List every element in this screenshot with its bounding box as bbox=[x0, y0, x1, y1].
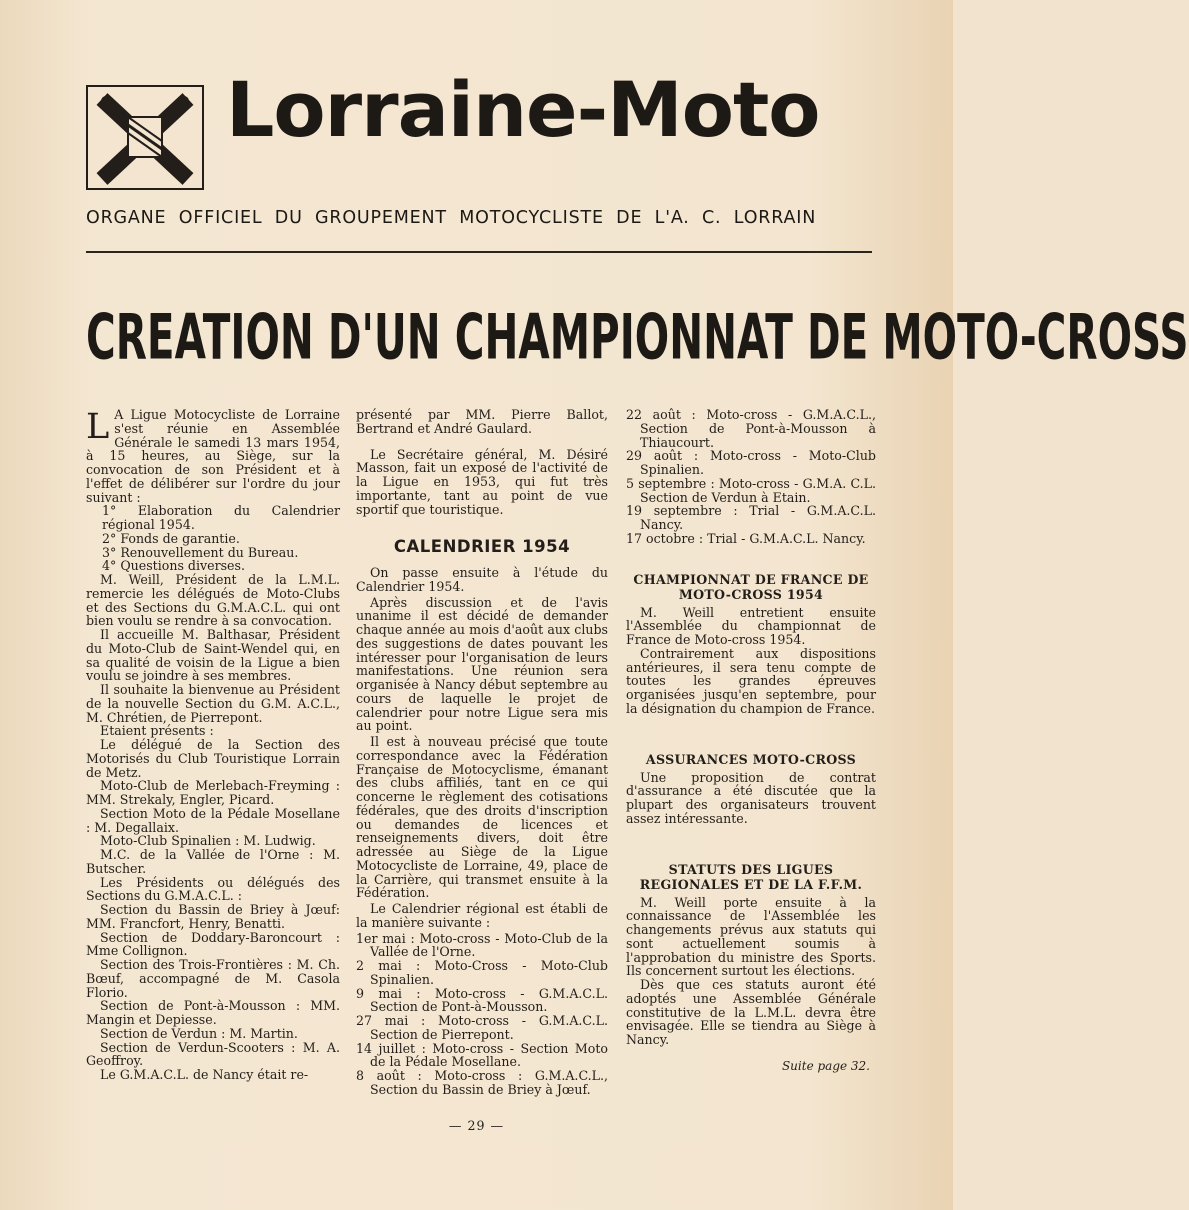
club-logo bbox=[86, 85, 204, 190]
paragraph: Section de Verdun : M. Martin. bbox=[100, 1025, 298, 1041]
paragraph: M.C. de la Vallée de l'Orne : M. Butscher. bbox=[86, 847, 340, 876]
assurances-heading: ASSURANCES MOTO-CROSS bbox=[645, 751, 857, 767]
calendar-event: 8 août : Moto-cross : G.M.A.C.L., Section du Bassin de Briey à Jœuf. bbox=[356, 1068, 608, 1097]
masthead-rule bbox=[86, 251, 872, 253]
article-column-3 bbox=[626, 408, 876, 1074]
calendar-event: 2 mai : Moto-Cross - Moto-Club Spinalien. bbox=[356, 958, 608, 987]
paragraph: Après discussion et de l'avis unanime il est décidé de demander chaque année au mois d'août aux clubs des suggestions de dates pouvant les intéresser pour l'organisation de leurs manifestations. Une réunion sera organisée à Nancy début septembre au cours de laquelle le projet de calendrier pour notre Ligue sera mis au point. bbox=[356, 594, 608, 734]
masthead-subtitle: ORGANE OFFICIEL DU GROUPEMENT MOTOCYCLISTE DE L'A. C. LORRAIN bbox=[86, 208, 817, 228]
paragraph: Section Moto de la Pédale Mosellane : M. Degallaix. bbox=[86, 805, 340, 835]
paragraph: Section de Pont-à-Mousson : MM. Mangin et Depiesse. bbox=[86, 998, 340, 1027]
agenda-item: 2° Fonds de garantie. bbox=[102, 530, 240, 546]
paragraph: présenté par MM. Pierre Ballot, Bertrand et André Gaulard. bbox=[356, 407, 608, 436]
paragraph: Une proposition de contrat d'assurance a été discutée que la plupart des organisateurs trouvent assez intéressante. bbox=[626, 769, 876, 826]
intro-paragraph: L A Ligue Motocycliste de Lorraine s'est réunie en Assemblée Générale le samedi 13 mars 1954, à 15 heures, au Siège, sur la convocation de son Président et à l'effet de délibérer sur l'ordre du jour suivant : bbox=[86, 407, 340, 505]
agenda-item: 1° Elaboration du Calendrier régional 1954. bbox=[102, 503, 340, 532]
paragraph: Contrairement aux dispositions antérieures, il sera tenu compte de toutes les grandes épreuves organisées jusqu'en septembre, pour la désignation du champion de France. bbox=[626, 645, 876, 716]
paragraph: Il est à nouveau précisé que toute correspondance avec la Fédération Française de Motocyclisme, émanant des clubs affiliés, tant en ce qui concerne le règlement des cotisations fédérales, que des droits d'inscription ou demandes de licences et renseignements divers, doit être adressée au Siège de la Ligue Motocycliste de Lorraine, 49, place de la Carrière, qui transmet ensuite à la Fédération. bbox=[356, 734, 608, 901]
paragraph: Le Calendrier régional est établi de la manière suivante : bbox=[356, 901, 608, 930]
paragraph: Le Secrétaire général, M. Désiré Masson, fait un exposé de l'activité de la Ligue en 1953, qui fut très importante, tant au point de vue sportif que touristique. bbox=[356, 446, 608, 517]
drop-cap: L bbox=[86, 407, 110, 447]
calendar-heading: CALENDRIER 1954 bbox=[393, 537, 571, 557]
paragraph: Section du Bassin de Briey à Jœuf: MM. Francfort, Henry, Benatti. bbox=[86, 902, 340, 931]
calendar-event: 17 octobre : Trial - G.M.A.C.L. Nancy. bbox=[626, 530, 866, 546]
paragraph: Le délégué de la Section des Motorisés du Club Touristique Lorrain de Metz. bbox=[86, 737, 340, 780]
continued-note: Suite page 32. bbox=[781, 1058, 870, 1073]
article-headline: CREATION D'UN CHAMPIONNAT DE MOTO-CROSS bbox=[86, 299, 1189, 375]
page-number: — 29 — bbox=[448, 1118, 505, 1133]
paragraph: M. Weill entretient ensuite l'Assemblée du championnat de France de Moto-cross 1954. bbox=[626, 604, 876, 647]
calendar-event: 27 mai : Moto-cross - G.M.A.C.L. Section de Pierrepont. bbox=[356, 1013, 608, 1042]
crossed-emblem-icon bbox=[88, 87, 202, 188]
article-column-2 bbox=[356, 408, 608, 1097]
paragraph: Moto-Club de Merlebach-Freyming : MM. Strekaly, Engler, Picard. bbox=[86, 778, 340, 807]
paragraph: On passe ensuite à l'étude du Calendrier 1954. bbox=[356, 565, 608, 594]
paragraph: Section de Verdun-Scooters : M. A. Geoffroy. bbox=[86, 1039, 340, 1069]
agenda-item: 3° Renouvellement du Bureau. bbox=[102, 544, 299, 560]
calendar-event: 9 mai : Moto-cross - G.M.A.C.L. Section de Pont-à-Mousson. bbox=[356, 985, 608, 1015]
paragraph: M. Weill porte ensuite à la connaissance de l'Assemblée les changements prévus aux statuts qui sont actuellement soumis à l'approbation du ministre des Sports. Ils concernent surtout les élections. bbox=[626, 894, 876, 979]
paragraph: Il souhaite la bienvenue au Président de la nouvelle Section du G.M. A.C.L., M. Chrétien, de Pierrepont. bbox=[86, 682, 340, 725]
paragraph: Les Présidents ou délégués des Sections du G.M.A.C.L. : bbox=[86, 874, 340, 904]
calendar-event: 14 juillet : Moto-cross - Section Moto de la Pédale Mosellane. bbox=[356, 1040, 608, 1070]
calendar-event: 5 septembre : Moto-cross - G.M.A. C.L. Section de Verdun à Etain. bbox=[626, 475, 876, 505]
calendar-event: 1er mai : Moto-cross - Moto-Club de la Vallée de l'Orne. bbox=[356, 930, 608, 960]
paragraph: Section des Trois-Frontières : M. Ch. Bœuf, accompagné de M. Casola Florio. bbox=[86, 957, 340, 1000]
calendar-event: 29 août : Moto-cross - Moto-Club Spinalien. bbox=[626, 448, 876, 477]
paragraph: Dès que ces statuts auront été adoptés une Assemblée Générale constitutive de la L.M.L. devra être envisagée. Elle se tiendra au Siège à Nancy. bbox=[626, 977, 876, 1047]
calendar-event: 19 septembre : Trial - G.M.A.C.L. Nancy. bbox=[626, 503, 876, 532]
article-column-1 bbox=[86, 408, 340, 1082]
paragraph: Le G.M.A.C.L. de Nancy était re- bbox=[100, 1067, 309, 1082]
agenda-item: 4° Questions diverses. bbox=[102, 558, 245, 574]
paragraph: Moto-Club Spinalien : M. Ludwig. bbox=[100, 833, 316, 849]
paragraph: Section de Doddary-Baroncourt : Mme Collignon. bbox=[86, 929, 340, 959]
statuts-heading: STATUTS DES LIGUES REGIONALES ET DE LA F.F.M. bbox=[639, 861, 863, 892]
calendar-event: 22 août : Moto-cross - G.M.A.C.L., Section de Pont-à-Mousson à Thiaucourt. bbox=[626, 407, 876, 450]
paragraph: Etaient présents : bbox=[100, 723, 214, 739]
masthead-title: Lorraine-Moto bbox=[226, 65, 820, 154]
paragraph: M. Weill, Président de la L.M.L. remercie les délégués de Moto-Clubs et des Sections du G.M.A.C.L. qui ont bien voulu se rendre à sa convocation. bbox=[86, 572, 340, 629]
championnat-heading: CHAMPIONNAT DE FRANCE DE MOTO-CROSS 1954 bbox=[633, 571, 869, 602]
paragraph: Il accueille M. Balthasar, Président du Moto-Club de Saint-Wendel qui, en sa qualité de voisin de la Ligue a bien voulu se joindre à ses membres. bbox=[86, 627, 340, 684]
